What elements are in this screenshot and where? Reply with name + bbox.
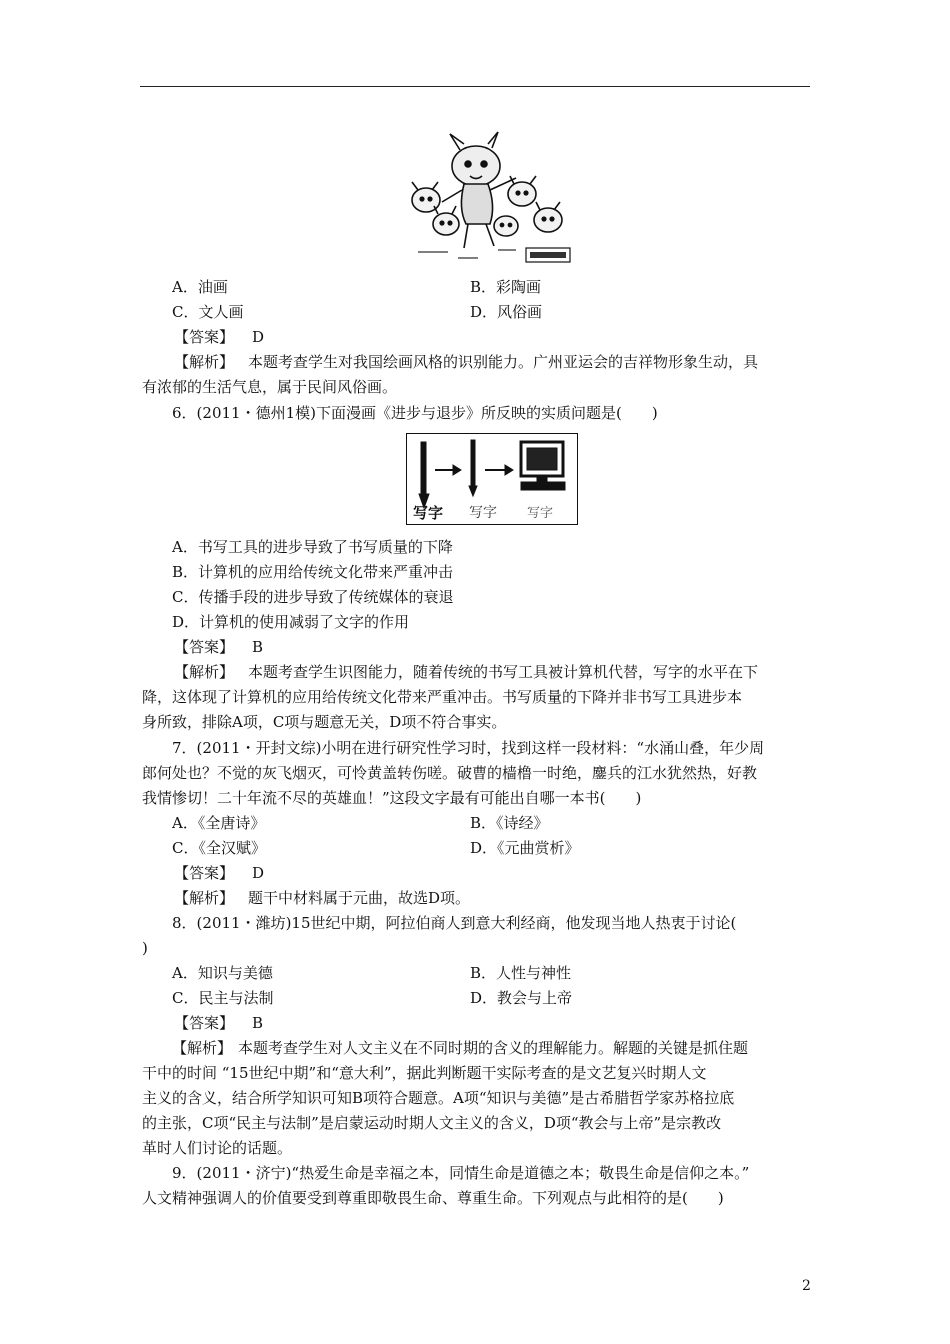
q8-option-b: B．人性与神性 <box>470 964 572 982</box>
q8-stem-line-2: ) <box>142 939 148 957</box>
q9-stem-line-1: 9．(2011・济宁)“热爱生命是幸福之本，同情生命是道德之本；敬畏生命是信仰之本。” <box>172 1164 750 1182</box>
q8-analysis-line-2: 干中的时间 “15世纪中期”和“意大利”，据此判断题干实际考查的是文艺复兴时期人文 <box>142 1064 707 1082</box>
answer-label: 【答案】 <box>174 328 235 346</box>
answer-label: 【答案】 <box>174 1014 235 1032</box>
q8-option-d: D．教会与上帝 <box>470 989 573 1007</box>
analysis-label: 【解析】 <box>174 889 235 907</box>
q7-option-d: D．《元曲赏析》 <box>470 839 580 857</box>
analysis-label: 【解析】 <box>174 663 235 681</box>
analysis-text: 本题考查学生识图能力，随着传统的书写工具被计算机代替，写字的水平在下 <box>248 663 759 681</box>
answer-label: 【答案】 <box>174 864 235 882</box>
q8-answer <box>174 1013 263 1033</box>
q6-analysis-line-1 <box>174 662 758 682</box>
comic-progress-regress <box>406 433 578 525</box>
q5-option-b: B．彩陶画 <box>470 278 542 296</box>
q5-analysis-line-2: 有浓郁的生活气息，属于民间风俗画。 <box>142 378 398 396</box>
q7-option-a: A．《全唐诗》 <box>172 814 266 832</box>
q8-analysis-line-4: 的主张，C项“民主与法制”是启蒙运动时期人文主义的含义，D项“教会与上帝”是宗教改 <box>142 1114 722 1132</box>
answer-value: D <box>252 864 265 882</box>
analysis-label: 【解析】 <box>174 353 235 371</box>
header-rule <box>140 86 810 87</box>
analysis-text: 本题考查学生对我国绘画风格的识别能力。广州亚运会的吉祥物形象生动，具 <box>248 353 759 371</box>
comic-label-1: 写字 <box>413 504 444 522</box>
answer-value: B <box>252 1014 264 1032</box>
comic-label-3: 写字 <box>527 506 554 521</box>
q6-option-b: B．计算机的应用给传统文化带来严重冲击 <box>172 563 454 581</box>
q7-stem-line-3: 我情惨切！二十年流不尽的英雄血！”这段文字最有可能出自哪一本书( ) <box>142 789 642 807</box>
q8-option-a: A．知识与美德 <box>172 964 273 982</box>
q6-analysis-line-3: 身所致，排除A项，C项与题意无关，D项不符合事实。 <box>142 713 507 731</box>
page-number: 2 <box>802 1278 811 1294</box>
q6-option-a: A．书写工具的进步导致了书写质量的下降 <box>172 538 453 556</box>
q7-stem-line-2: 郎何处也？不觉的灰飞烟灭，可怜黄盖转伤嗟。破曹的樯橹一时绝，鏖兵的江水犹然热，好教 <box>142 764 758 782</box>
q5-option-c: C．文人画 <box>172 303 244 321</box>
q5-analysis-line-1 <box>174 352 758 372</box>
q5-option-a: A．油画 <box>172 278 228 296</box>
mascot-illustration <box>398 128 578 270</box>
comic-label-2: 写字 <box>469 505 497 521</box>
q7-analysis-line-1 <box>174 888 470 908</box>
q6-stem: 6．(2011・德州1模)下面漫画《进步与退步》所反映的实质问题是( ) <box>172 404 658 422</box>
mascot-drawing <box>398 128 578 270</box>
q6-option-c: C．传播手段的进步导致了传统媒体的衰退 <box>172 588 454 606</box>
q9-stem-line-2: 人文精神强调人的价值要受到尊重即敬畏生命、尊重生命。下列观点与此相符的是( ) <box>142 1189 724 1207</box>
q7-answer <box>174 863 264 883</box>
q6-option-d: D．计算机的使用减弱了文字的作用 <box>172 613 410 631</box>
answer-value: D <box>252 328 265 346</box>
analysis-text: 本题考查学生对人文主义在不同时期的含义的理解能力。解题的关键是抓住题 <box>238 1039 749 1057</box>
q6-analysis-line-2: 降，这体现了计算机的应用给传统文化带来严重冲击。书写质量的下降并非书写工具进步本 <box>142 688 743 706</box>
q7-option-c: C．《全汉赋》 <box>172 839 266 857</box>
q8-analysis-line-1 <box>172 1038 748 1058</box>
analysis-label: 【解析】 <box>172 1039 233 1057</box>
q7-option-b: B．《诗经》 <box>470 814 549 832</box>
analysis-text: 题干中材料属于元曲，故选D项。 <box>248 889 471 907</box>
q8-analysis-line-3: 主义的含义，结合所学知识可知B项符合题意。A项“知识与美德”是古希腊哲学家苏格拉底 <box>142 1089 735 1107</box>
q5-answer <box>174 327 264 347</box>
q8-stem-line-1: 8．(2011・潍坊)15世纪中期，阿拉伯商人到意大利经商，他发现当地人热衷于讨论( <box>172 914 737 932</box>
q8-analysis-line-5: 革时人们讨论的话题。 <box>142 1139 293 1157</box>
q7-stem-line-1: 7．(2011・开封文综)小明在进行研究性学习时，找到这样一段材料：“水涌山叠，年少周 <box>172 739 765 757</box>
q8-option-c: C．民主与法制 <box>172 989 274 1007</box>
q6-answer <box>174 637 263 657</box>
answer-label: 【答案】 <box>174 638 235 656</box>
answer-value: B <box>252 638 264 656</box>
q5-option-d: D．风俗画 <box>470 303 543 321</box>
